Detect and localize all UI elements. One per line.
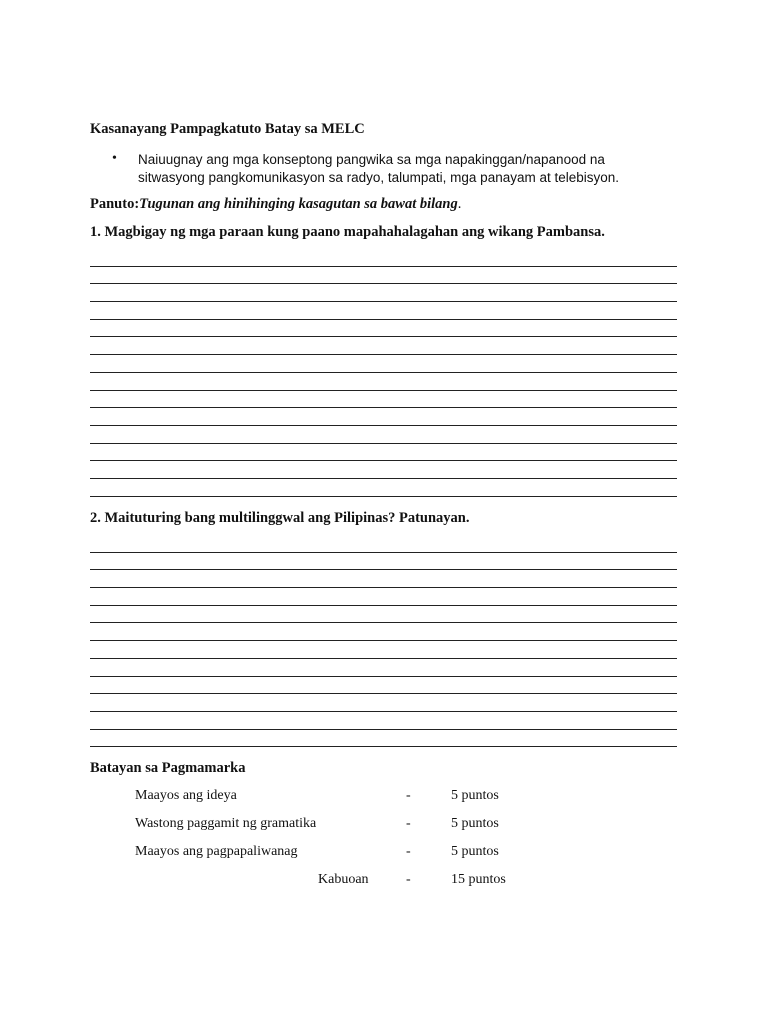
melc-title-text: Kasanayang Pampagkatuto Batay sa MELC bbox=[90, 121, 365, 137]
answer-line[interactable] bbox=[90, 337, 677, 355]
answer-line[interactable] bbox=[90, 391, 677, 409]
answer-line[interactable] bbox=[90, 426, 677, 444]
answer-line[interactable] bbox=[90, 570, 677, 588]
question-1: 1. Magbigay ng mga paraan kung paano mapahahalagahan ang wikang Pambansa. bbox=[90, 224, 605, 240]
directions-instruction: Tugunan ang hinihinging kasagutan sa bawat bilang bbox=[139, 196, 458, 212]
rubric-points: 5 puntos bbox=[451, 816, 499, 831]
rubric-total-label: Kabuoan bbox=[318, 872, 369, 887]
answer-line[interactable] bbox=[90, 623, 677, 641]
answer-line[interactable] bbox=[90, 659, 677, 677]
rubric-points: 5 puntos bbox=[451, 844, 499, 859]
answer-line[interactable] bbox=[90, 408, 677, 426]
directions bbox=[90, 196, 461, 213]
rubric-dash: - bbox=[406, 788, 411, 803]
answer-line[interactable] bbox=[90, 553, 677, 571]
answer-line[interactable] bbox=[90, 606, 677, 624]
rubric-row bbox=[0, 844, 768, 864]
rubric-points: 5 puntos bbox=[451, 788, 499, 803]
answer-line[interactable] bbox=[90, 444, 677, 462]
answer-line[interactable] bbox=[90, 479, 677, 497]
answer-line[interactable] bbox=[90, 694, 677, 712]
melc-bullet-item bbox=[112, 151, 672, 187]
answer-line[interactable] bbox=[90, 320, 677, 338]
directions-label: Panuto: bbox=[90, 196, 140, 212]
rubric-row bbox=[0, 816, 768, 836]
answer-line[interactable] bbox=[90, 373, 677, 391]
rubric-total-points: 15 puntos bbox=[451, 872, 506, 887]
answer-lines-1[interactable] bbox=[90, 249, 677, 497]
answer-line[interactable] bbox=[90, 588, 677, 606]
answer-line[interactable] bbox=[90, 284, 677, 302]
question-2: 2. Maituturing bang multilinggwal ang Pilipinas? Patunayan. bbox=[90, 510, 470, 526]
answer-line[interactable] bbox=[90, 302, 677, 320]
rubric-title: Batayan sa Pagmamarka bbox=[90, 760, 246, 776]
answer-line[interactable] bbox=[90, 355, 677, 373]
bullet-icon: • bbox=[112, 151, 117, 166]
rubric-total-row bbox=[0, 872, 768, 892]
answer-line[interactable] bbox=[90, 712, 677, 730]
melc-title bbox=[90, 121, 365, 138]
rubric-row bbox=[0, 788, 768, 808]
answer-line[interactable] bbox=[90, 641, 677, 659]
directions-period: . bbox=[457, 196, 462, 212]
rubric-dash: - bbox=[406, 872, 411, 887]
answer-line[interactable] bbox=[90, 461, 677, 479]
answer-line[interactable] bbox=[90, 267, 677, 285]
answer-lines-2[interactable] bbox=[90, 535, 677, 747]
rubric-criterion: Maayos ang pagpapaliwanag bbox=[135, 844, 298, 859]
answer-line[interactable] bbox=[90, 249, 677, 267]
answer-line[interactable] bbox=[90, 535, 677, 553]
melc-bullet-text: Naiuugnay ang mga konseptong pangwika sa mga napakinggan/napanood na sitwasyong pangkomunikasyon sa radyo, talumpati, mga panayam at telebisyon. bbox=[138, 152, 620, 185]
answer-line[interactable] bbox=[90, 677, 677, 695]
rubric-dash: - bbox=[406, 816, 411, 831]
rubric-criterion: Wastong paggamit ng gramatika bbox=[135, 816, 317, 831]
rubric-criterion: Maayos ang ideya bbox=[135, 788, 237, 803]
rubric-dash: - bbox=[406, 844, 411, 859]
answer-line[interactable] bbox=[90, 730, 677, 748]
